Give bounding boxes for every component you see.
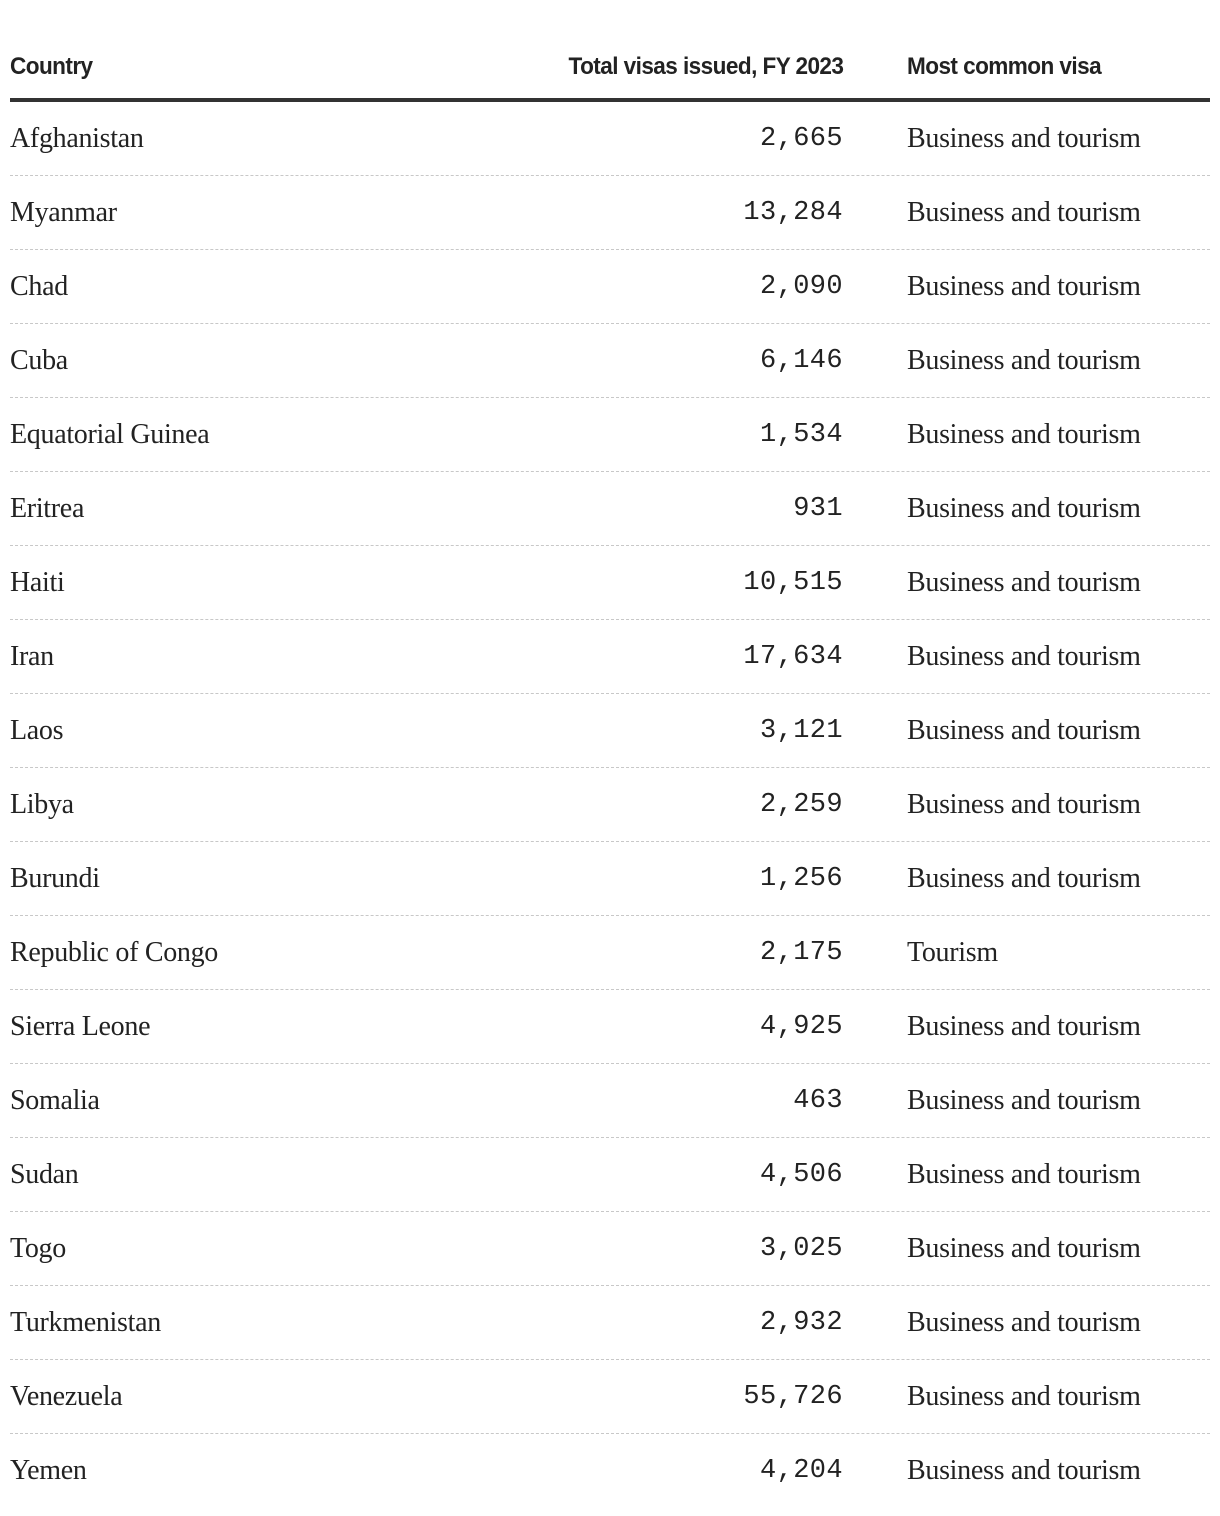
table-row [10,990,1210,1064]
table-row [10,176,1210,250]
table-row [10,1138,1210,1212]
cell-country: Republic of Congo [10,937,218,968]
table-header [10,0,1210,102]
cell-most-common-visa: Business and tourism [907,715,1141,746]
cell-total-visas: 3,121 [759,716,843,746]
cell-most-common-visa: Business and tourism [907,345,1141,376]
cell-country: Sierra Leone [10,1011,151,1042]
cell-most-common-visa: Business and tourism [907,1381,1141,1412]
table-row [10,1286,1210,1360]
cell-total-visas: 4,925 [759,1012,843,1042]
table-row [10,620,1210,694]
cell-total-visas: 2,090 [759,272,843,302]
column-header-total-visas: Total visas issued, FY 2023 [568,53,843,80]
table-row [10,472,1210,546]
cell-total-visas: 3,025 [759,1234,843,1264]
cell-country: Cuba [10,345,68,376]
cell-total-visas: 55,726 [743,1382,843,1412]
cell-most-common-visa: Business and tourism [907,567,1141,598]
cell-total-visas: 2,932 [759,1308,843,1338]
table-row [10,250,1210,324]
cell-most-common-visa: Business and tourism [907,789,1141,820]
table-row [10,842,1210,916]
cell-most-common-visa: Business and tourism [907,493,1141,524]
table-row [10,1064,1210,1138]
cell-country: Togo [10,1233,66,1264]
table-row [10,398,1210,472]
cell-most-common-visa: Business and tourism [907,1455,1141,1486]
cell-total-visas: 10,515 [743,568,843,598]
cell-total-visas: 4,506 [759,1160,843,1190]
cell-country: Laos [10,715,64,746]
cell-country: Burundi [10,863,100,894]
cell-most-common-visa: Business and tourism [907,123,1141,154]
cell-most-common-visa: Business and tourism [907,1159,1141,1190]
cell-country: Libya [10,789,74,820]
cell-total-visas: 2,665 [759,124,843,154]
table-row [10,1360,1210,1434]
cell-country: Equatorial Guinea [10,419,210,450]
cell-country: Iran [10,641,54,672]
column-header-country: Country [10,53,93,80]
cell-country: Venezuela [10,1381,123,1412]
cell-most-common-visa: Business and tourism [907,1233,1141,1264]
cell-most-common-visa: Business and tourism [907,1085,1141,1116]
visa-table [10,0,1210,1507]
cell-most-common-visa: Business and tourism [907,1011,1141,1042]
cell-country: Sudan [10,1159,79,1190]
cell-total-visas: 931 [793,494,843,524]
table-row [10,1212,1210,1286]
cell-country: Chad [10,271,68,302]
table-row [10,694,1210,768]
cell-total-visas: 463 [793,1086,843,1116]
cell-total-visas: 17,634 [743,642,843,672]
table-row [10,324,1210,398]
cell-country: Afghanistan [10,123,144,154]
cell-most-common-visa: Business and tourism [907,271,1141,302]
cell-most-common-visa: Business and tourism [907,419,1141,450]
cell-total-visas: 1,534 [759,420,843,450]
table-row [10,546,1210,620]
cell-total-visas: 2,259 [759,790,843,820]
cell-most-common-visa: Business and tourism [907,641,1141,672]
cell-total-visas: 2,175 [759,938,843,968]
cell-country: Yemen [10,1455,87,1486]
cell-total-visas: 6,146 [759,346,843,376]
table-row [10,768,1210,842]
cell-total-visas: 13,284 [743,198,843,228]
table-body [10,102,1210,1507]
table-row [10,1434,1210,1507]
table-row [10,102,1210,176]
column-header-most-common-visa: Most common visa [907,53,1102,80]
cell-most-common-visa: Business and tourism [907,1307,1141,1338]
cell-country: Haiti [10,567,65,598]
cell-most-common-visa: Business and tourism [907,197,1141,228]
cell-country: Myanmar [10,197,117,228]
table-row [10,916,1210,990]
cell-most-common-visa: Tourism [907,937,998,968]
cell-most-common-visa: Business and tourism [907,863,1141,894]
cell-country: Turkmenistan [10,1307,161,1338]
cell-total-visas: 4,204 [759,1456,843,1486]
cell-total-visas: 1,256 [759,864,843,894]
cell-country: Somalia [10,1085,100,1116]
cell-country: Eritrea [10,493,85,524]
